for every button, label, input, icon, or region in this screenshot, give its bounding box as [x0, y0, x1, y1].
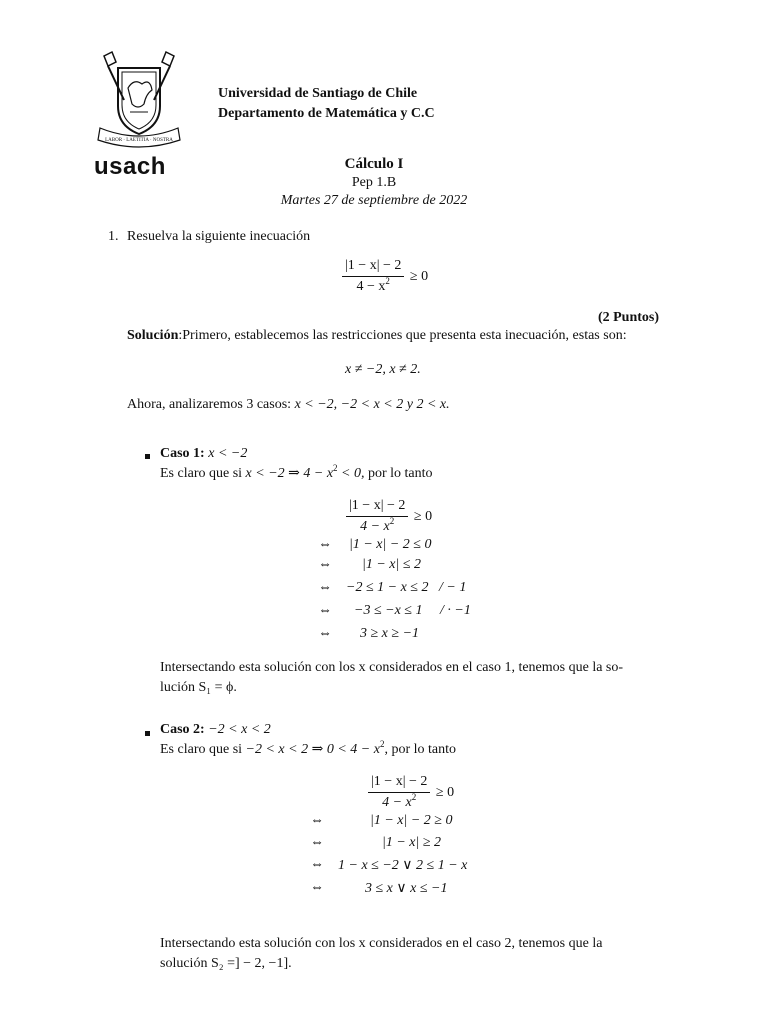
solution-intro: Solución:Primero, establecemos las restricciones que presenta esta inecuación, estas son:: [127, 328, 627, 343]
case2-conclusion-1: Intersectando esta solución con los x considerados en el caso 2, tenemos que la: [160, 936, 603, 951]
usach-wordmark: usach: [94, 153, 166, 180]
case1-heading: Caso 1: x < −2: [160, 446, 248, 461]
case1-row-5: 3 ≥ x ≥ −1: [360, 626, 420, 641]
case1-conclusion-1: Intersectando esta solución con los x considerados en el caso 1, tenemos que la so-: [160, 660, 624, 675]
case2-iff-1: ⇔: [310, 813, 324, 828]
case1-iff-4: ⇔: [318, 603, 332, 618]
case1-row-1: |1 − x| − 2 ≤ 0: [349, 537, 432, 552]
exam-name: Pep 1.B: [351, 175, 397, 190]
case1-bullet: [145, 454, 150, 459]
main-inequation: $\frac{|1 - x| - 2}{4 - x^2}$ ≥ 0: [342, 258, 428, 295]
university-name: Universidad de Santiago de Chile: [218, 86, 418, 101]
case2-row-1: |1 − x| − 2 ≥ 0: [370, 813, 453, 828]
university-crest-icon: [94, 48, 184, 152]
case2-fraction: $\frac{|1 - x| - 2}{4 - x^2}$ ≥ 0: [368, 774, 454, 811]
case1-row-2: |1 − x| ≤ 2: [362, 557, 422, 572]
case2-iff-4: ⇔: [310, 880, 324, 895]
case2-iff-2: ⇔: [310, 835, 324, 850]
problem-number: 1.: [108, 229, 119, 244]
restrictions: x ≠ −2, x ≠ 2.: [345, 362, 421, 377]
course-title: Cálculo I: [344, 156, 404, 172]
case2-row-4: 3 ≤ x ∨ x ≤ −1: [365, 881, 448, 896]
case1-claim: Es claro que si x < −2 ⇒ $4 - x^2 < 0$, por lo tanto: [160, 463, 433, 481]
svg-text:LABOR · LAETITIA · NOSTRA: LABOR · LAETITIA · NOSTRA: [105, 138, 173, 143]
fraction: $\frac{|1 - x| - 2}{4 - x^2}$: [342, 258, 404, 295]
case2-row-3: 1 − x ≤ −2 ∨ 2 ≤ 1 − x: [338, 858, 468, 873]
case2-conclusion-2: solución S₂ =] − 2, −1].: [160, 956, 292, 971]
case1-row-3: −2 ≤ 1 − x ≤ 2 / − 1: [346, 580, 467, 595]
exam-date: Martes 27 de septiembre de 2022: [280, 193, 468, 208]
case1-iff-1: ⇔: [318, 537, 332, 552]
case1-fraction: $\frac{|1 - x| - 2}{4 - x^2}$ ≥ 0: [346, 498, 432, 535]
case1-iff-2: ⇔: [318, 557, 332, 572]
case2-bullet: [145, 731, 150, 736]
problem-statement: Resuelva la siguiente inecuación: [127, 229, 311, 244]
case2-claim: Es claro que si −2 < x < 2 ⇒ $0 < 4 - x^2$, por lo tanto: [160, 739, 456, 757]
department-name: Departamento de Matemática y C.C: [218, 106, 435, 121]
case2-heading: Caso 2: −2 < x < 2: [160, 722, 271, 737]
case1-conclusion-2: lución S₁ = ϕ.: [160, 680, 237, 695]
case1-iff-3: ⇔: [318, 580, 332, 595]
points-label: (2 Puntos): [597, 310, 659, 325]
case1-iff-5: ⇔: [318, 626, 332, 641]
case2-row-2: |1 − x| ≥ 2: [382, 835, 442, 850]
case2-iff-3: ⇔: [310, 857, 324, 872]
cases-intro: Ahora, analizaremos 3 casos: x < −2, −2 < x < 2 y 2 < x.: [127, 397, 450, 412]
case1-row-4: −3 ≤ −x ≤ 1 / · −1: [354, 603, 471, 618]
